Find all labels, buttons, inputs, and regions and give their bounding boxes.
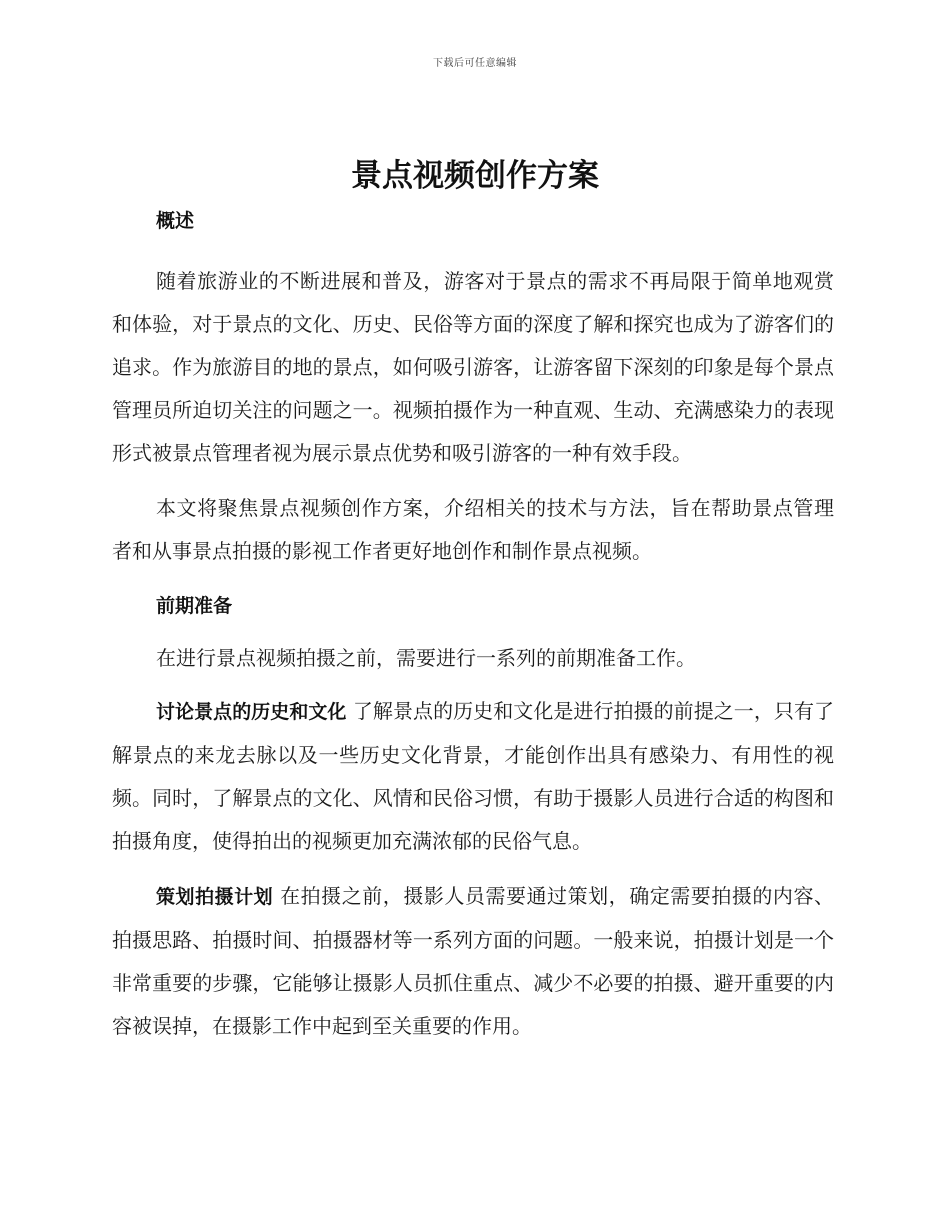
item-lead-shooting-plan: 策划拍摄计划 bbox=[156, 886, 274, 908]
page-title: 景点视频创作方案 bbox=[351, 158, 599, 194]
overview-paragraph-1: 随着旅游业的不断进展和普及，游客对于景点的需求不再局限于简单地观赏和体验，对于景点的文化、历史、民俗等方面的深度了解和探究也成为了游客们的追求。作为旅游目的地的景点，如何吸引游客，让游客留下深刻的印象是每个景点管理员所迫切关注的问题之一。视频拍摄作为一种直观、生动、充满感染力的表现形式被景点管理者视为展示景点优势和吸引游客的一种有效手段。 bbox=[112, 269, 834, 465]
header-note: 下载后可任意编辑 bbox=[433, 58, 517, 69]
item-lead-history-culture: 讨论景点的历史和文化 bbox=[156, 701, 347, 723]
overview-paragraph-2: 本文将聚焦景点视频创作方案，介绍相关的技术与方法，旨在帮助景点管理者和从事景点拍摄的影视工作者更好地创作和制作景点视频。 bbox=[112, 496, 834, 563]
section-heading-preparation: 前期准备 bbox=[156, 595, 233, 617]
section-heading-overview: 概述 bbox=[156, 210, 195, 232]
preparation-intro: 在进行景点视频拍摄之前，需要进行一系列的前期准备工作。 bbox=[156, 646, 696, 670]
preparation-item-shooting-plan bbox=[112, 875, 834, 1048]
item-text-shooting-plan: 在拍摄之前，摄影人员需要通过策划，确定需要拍摄的内容、拍摄思路、拍摄时间、拍摄器材等一系列方面的问题。一般来说，拍摄计划是一个非常重要的步骤，它能够让摄影人员抓住重点、减少不必要的拍摄、避开重要的内容被误掉，在摄影工作中起到至关重要的作用。 bbox=[112, 884, 834, 1038]
preparation-item-history-culture bbox=[112, 690, 834, 863]
item-text-history-culture: 了解景点的历史和文化是进行拍摄的前提之一，只有了解景点的来龙去脉以及一些历史文化背景，才能创作出具有感染力、有用性的视频。同时，了解景点的文化、风情和民俗习惯，有助于摄影人员进行合适的构图和拍摄角度，使得拍出的视频更加充满浓郁的民俗气息。 bbox=[112, 699, 834, 853]
document-body bbox=[112, 204, 834, 1060]
